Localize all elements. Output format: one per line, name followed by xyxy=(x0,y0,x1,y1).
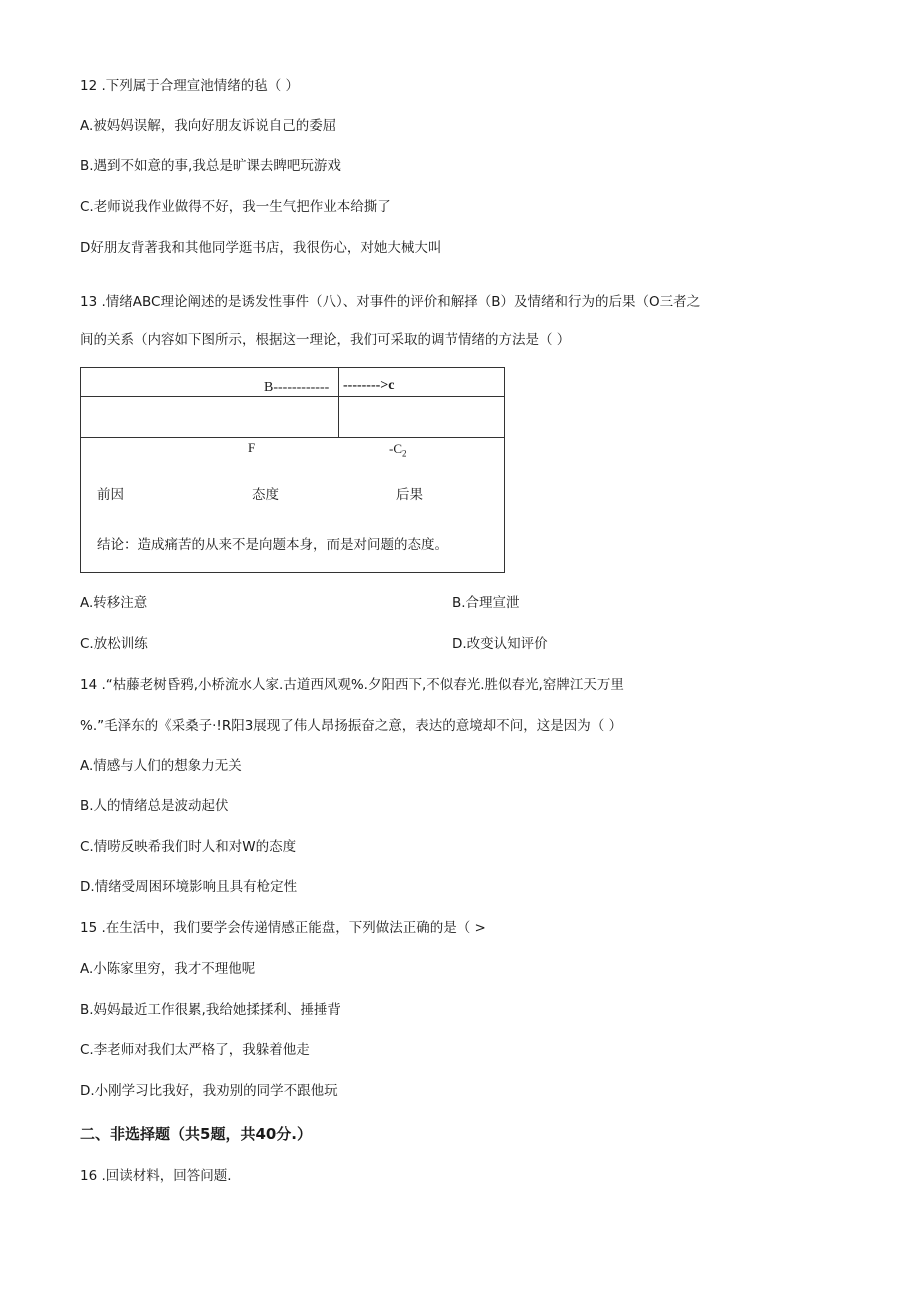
q12-option-a: A.被妈妈误解，我向好朋友诉说自己的委屈 xyxy=(80,118,337,134)
diagram-conclusion: 结论：造成痛苦的从来不是向题本身，而是对问题的态度。 xyxy=(97,537,448,553)
q14-option-a: A.情感与人们的想象力无关 xyxy=(80,758,242,774)
q12-option-b: B.遇到不如意的事,我总是旷课去睥吧玩游戏 xyxy=(80,158,341,174)
q14-stem-line2: %.”毛泽东的《采桑子·!R阳3展现了伟人昂扬振奋之意，表达的意境却不问，这是因为（ ） xyxy=(80,718,623,734)
q13-option-b: B.合理宣泄 xyxy=(452,595,520,611)
q15-stem: 15 .在生活中，我们要学会传递情感正能盘，下列做法正确的是（ > xyxy=(80,920,486,936)
q14-option-c: C.情唠反映希我们时人和对W的态度 xyxy=(80,839,297,855)
diagram-label-attitude: 态度 xyxy=(252,487,279,503)
diagram-divider-2 xyxy=(81,437,504,438)
diagram-b-arrow: B------------ xyxy=(264,380,330,395)
q14-option-d: D.情绪受周困环境影响且具有枪定性 xyxy=(80,879,298,895)
q16-stem: 16 .回读材料，回答问题. xyxy=(80,1168,232,1184)
diagram-label-cause: 前因 xyxy=(97,487,124,503)
diagram-f-label: F xyxy=(248,440,256,455)
q13-option-d: D.改变认知评价 xyxy=(452,636,548,652)
q15-option-b: B.妈妈最近工作很累,我给她揉揉利、捶捶背 xyxy=(80,1002,341,1018)
diagram-label-consequence: 后果 xyxy=(396,487,423,503)
diagram-c-arrow: -------->c xyxy=(343,378,395,393)
q15-option-d: D.小刚学习比我好，我劝别的同学不跟他玩 xyxy=(80,1083,338,1099)
diagram-vertical-divider xyxy=(338,368,339,437)
q13-option-c: C.放松训练 xyxy=(80,636,148,652)
q12-option-d: D好朋友背著我和其他同学逛书店，我很伤心，对她大械大叫 xyxy=(80,240,442,256)
q15-option-a: A.小陈家里穷，我才不理他呢 xyxy=(80,961,256,977)
abc-theory-diagram xyxy=(80,367,505,573)
q14-stem-line1: 14 .“枯藤老树昏鸦,小桥流水人家.古道西风观%.夕阳西下,不似春光.胜似春光,窑牌江天万里 xyxy=(80,677,624,693)
q13-stem-line1: 13 .情绪ABC理论阐述的是诱发性事件（八）、对事件的评价和解择（B）及情绪和行为的后果（O三者之 xyxy=(80,294,701,310)
q12-option-c: C.老师说我作业做得不好，我一生气把作业本给撕了 xyxy=(80,199,391,215)
q13-stem-line2: 间的关系（内容如下图所示，根据这一理论，我们可采取的调节情绪的方法是（ ） xyxy=(80,332,571,348)
q12-stem: 12 .下列属于合理宣池情绪的毡（ ） xyxy=(80,78,300,94)
q14-option-b: B.人的情绪总是波动起伏 xyxy=(80,798,229,814)
diagram-c2-label: $-C_2$ xyxy=(389,441,407,459)
q13-option-a: A.转移注意 xyxy=(80,595,148,611)
section-2-heading: 二、非选择题（共5题，共40分.） xyxy=(80,1125,313,1143)
q15-option-c: C.李老师对我们太严格了，我躲着他走 xyxy=(80,1042,310,1058)
